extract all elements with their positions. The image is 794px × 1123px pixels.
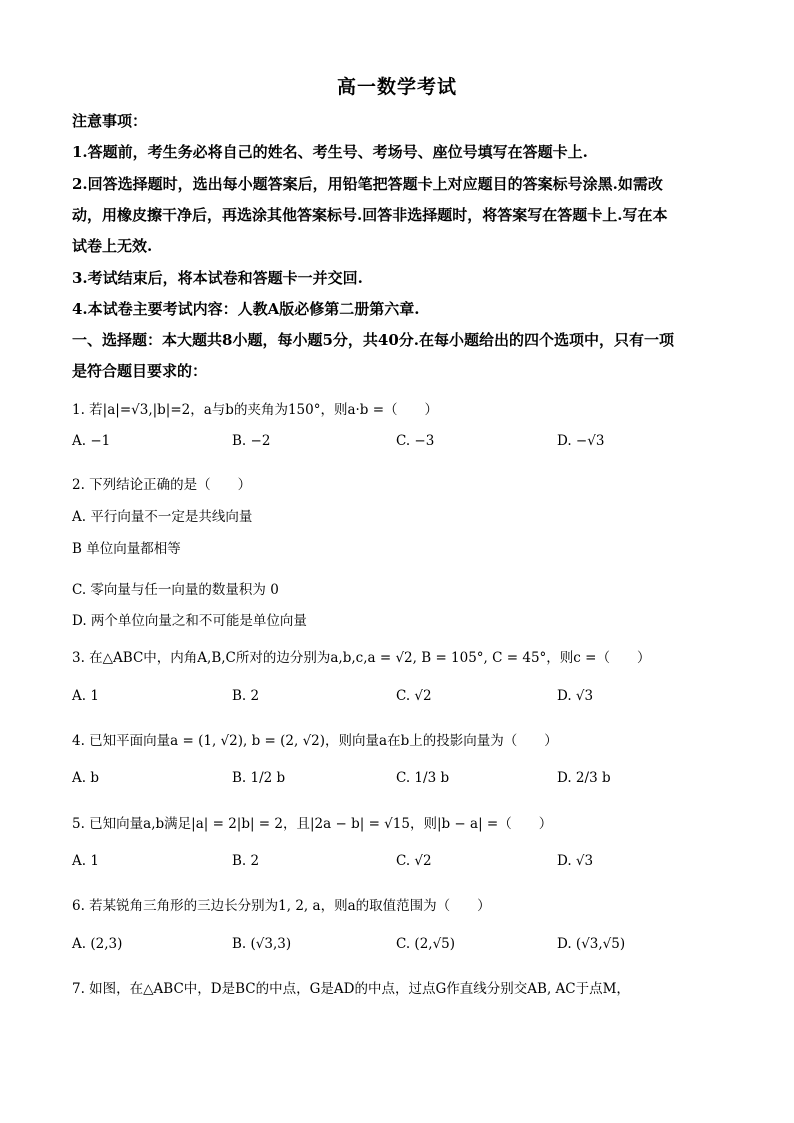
question-1-stem: 1. 若|a|=√3,|b|=2，a与b的夹角为150°，则a·b =（ ） xyxy=(72,402,439,418)
page-title: 高一数学考试 xyxy=(336,76,457,98)
question-1-option-b: B. −2 xyxy=(232,433,271,449)
notice-item-2: 2.回答选择题时，选出每小题答案后，用铅笔把答题卡上对应题目的答案标号涂黑.如需改 xyxy=(72,175,663,193)
question-5-option-d: D. √3 xyxy=(557,853,594,869)
question-7-stem: 7. 如图，在△ABC中，D是BC的中点，G是AD的中点，过点G作直线分别交AB, AC于点M， xyxy=(72,981,630,997)
question-2-option-c: C. 零向量与任一向量的数量积为 0 xyxy=(72,582,279,598)
question-4-stem: 4. 已知平面向量a = (1, √2), b = (2, √2)，则向量a在b上的投影向量为（ ） xyxy=(72,733,558,749)
notice-item-1: 1.答题前，考生务必将自己的姓名、考生号、考场号、座位号填写在答题卡上. xyxy=(72,143,588,161)
question-6-option-d: D. (√3,√5) xyxy=(557,936,626,952)
question-3-option-a: A. 1 xyxy=(72,688,99,704)
notice-item-2-end: 试卷上无效. xyxy=(72,237,153,255)
question-2-stem: 2. 下列结论正确的是（ ） xyxy=(72,477,252,493)
notice-item-3: 3.考试结束后，将本试卷和答题卡一并交回. xyxy=(72,269,363,287)
question-5-option-a: A. 1 xyxy=(72,853,99,869)
question-3-option-b: B. 2 xyxy=(232,688,260,704)
notice-item-2-cont: 动，用橡皮擦干净后，再选涂其他答案标号.回答非选择题时，将答案写在答题卡上.写在本 xyxy=(72,206,668,224)
question-3-option-d: D. √3 xyxy=(557,688,594,704)
question-3-stem: 3. 在△ABC中，内角A,B,C所对的边分别为a,b,c,a = √2, B = 105°, C = 45°，则c =（ ） xyxy=(72,650,651,666)
question-2-option-d: D. 两个单位向量之和不可能是单位向量 xyxy=(72,613,307,629)
section-heading: 一、选择题：本大题共8小题，每小题5分，共40分.在每小题给出的四个选项中，只有一项 xyxy=(72,331,674,349)
question-2-option-a: A. 平行向量不一定是共线向量 xyxy=(72,509,253,525)
notice-item-4: 4.本试卷主要考试内容：人教A版必修第二册第六章. xyxy=(72,300,420,318)
question-3-option-c: C. √2 xyxy=(396,688,432,704)
question-5-option-b: B. 2 xyxy=(232,853,260,869)
question-4-option-c: C. 1/3 b xyxy=(396,770,450,786)
question-5-stem: 5. 已知向量a,b满足|a| = 2|b| = 2，且|2a − b| = √15，则|b − a| =（ ） xyxy=(72,816,553,832)
question-4-option-b: B. 1/2 b xyxy=(232,770,286,786)
question-1-option-d: D. −√3 xyxy=(557,433,605,449)
question-6-option-b: B. (√3,3) xyxy=(232,936,292,952)
section-heading-cont: 是符合题目要求的： xyxy=(72,362,208,380)
question-6-option-a: A. (2,3) xyxy=(72,936,123,952)
question-6-option-c: C. (2,√5) xyxy=(396,936,456,952)
question-1-option-a: A. −1 xyxy=(72,433,111,449)
question-1-option-c: C. −3 xyxy=(396,433,435,449)
question-5-option-c: C. √2 xyxy=(396,853,432,869)
notice-heading: 注意事项： xyxy=(72,112,148,130)
question-6-stem: 6. 若某锐角三角形的三边长分别为1, 2, a，则a的取值范围为（ ） xyxy=(72,898,491,914)
question-2-option-b: B 单位向量都相等 xyxy=(72,541,181,557)
question-4-option-d: D. 2/3 b xyxy=(557,770,611,786)
question-4-option-a: A. b xyxy=(72,770,99,786)
